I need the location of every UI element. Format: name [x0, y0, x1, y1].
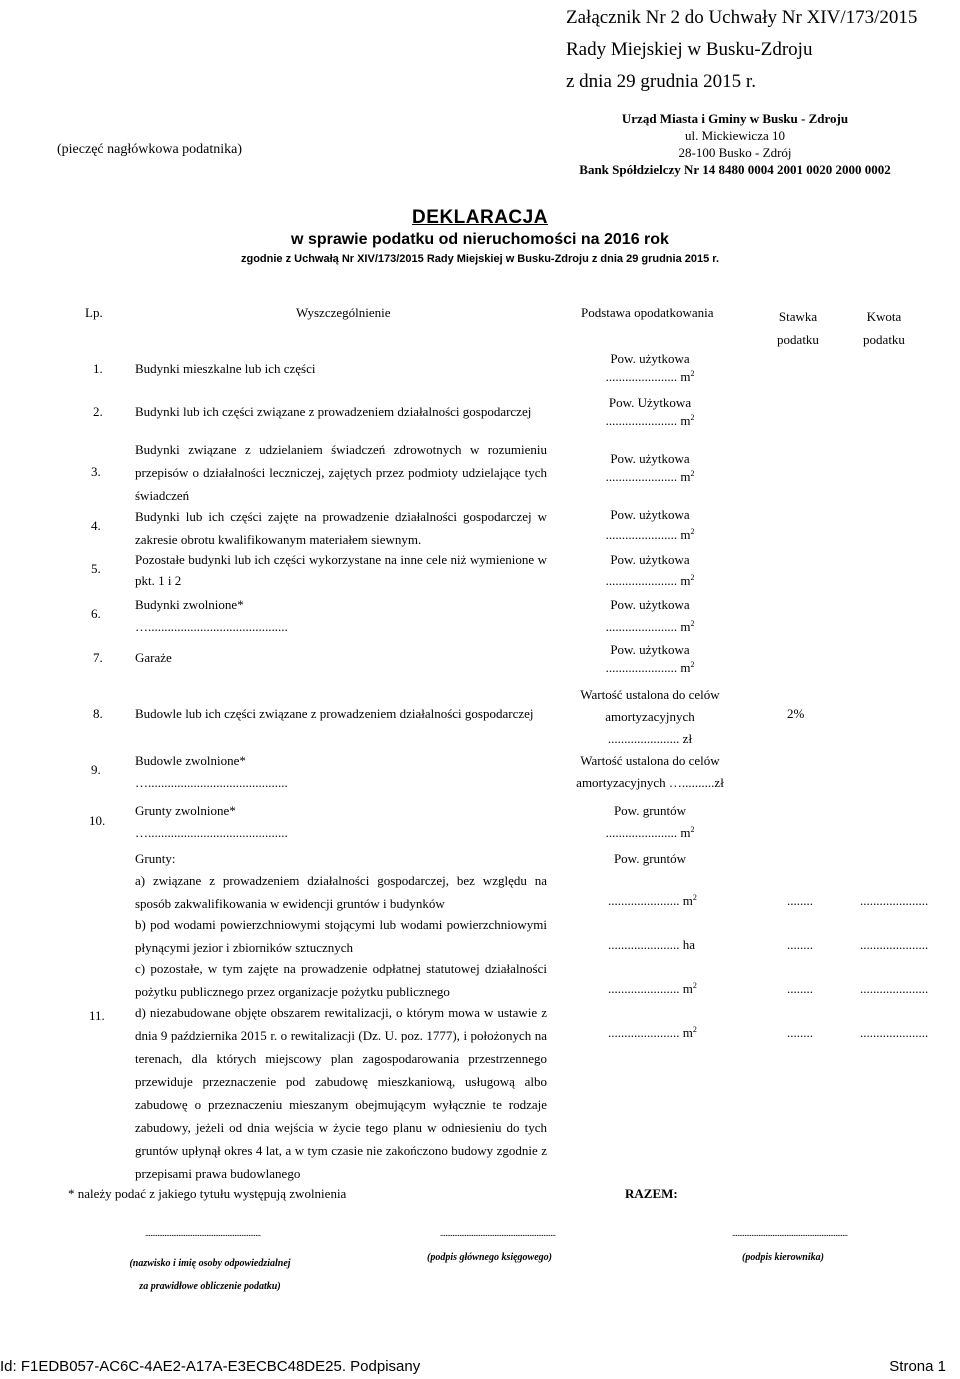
row-basis: [570, 350, 730, 386]
row-desc: [135, 594, 288, 638]
header-rate-l1: Stawka: [778, 309, 818, 324]
row-basis: [570, 549, 730, 591]
row-basis: [560, 684, 740, 750]
declaration-basis: zgodnie z Uchwałą Nr XIV/173/2015 Rady Miejskiej w Busku-Zdroju z dnia 29 grudnia 2015 r.: [240, 253, 720, 265]
basis-value: ...................... $m^2$: [605, 619, 695, 634]
basis-label: Pow. Użytkowa: [608, 395, 692, 410]
basis-value: ...................... $m^2$: [605, 369, 695, 384]
row-desc: Budynki mieszkalne lub ich części: [135, 361, 316, 376]
basis-label: Pow. gruntów: [613, 803, 687, 818]
row-lp: 4.: [91, 518, 101, 533]
row-basis: [570, 800, 730, 844]
basis-value: ...................... $m^2$: [605, 413, 695, 428]
signature-label-1-l1: (nazwisko i imię osoby odpowiedzialnej: [129, 1258, 291, 1269]
basis-value: ...................... $m^2$: [605, 573, 695, 588]
attachment-header: [566, 2, 946, 98]
land-a-rate: ........: [787, 893, 813, 908]
header-amount-l1: Kwota: [866, 309, 902, 324]
row-desc: Garaże: [135, 650, 172, 665]
header-rate: [768, 305, 828, 351]
footnote: * należy podać z jakiego tytułu występują zwolnienia: [68, 1186, 347, 1201]
desc-line: Grunty zwolnione*: [135, 803, 236, 818]
basis-label: Pow. użytkowa: [610, 351, 690, 366]
attachment-line-3: z dnia 29 grudnia 2015 r.: [566, 71, 756, 92]
land-b-basis: ...................... ha: [608, 937, 696, 952]
signature-line-3: ..................................................................: [732, 1228, 848, 1238]
header-amount: [844, 305, 924, 351]
row-lp: 10.: [89, 813, 106, 828]
land-c-amount: .....................: [860, 981, 929, 996]
row-desc-head: Grunty:: [135, 851, 176, 866]
row-lp: 6.: [91, 606, 101, 621]
desc-line: …...........................................: [135, 825, 288, 840]
declaration-title: DEKLARACJA: [412, 207, 548, 228]
land-d-amount: .....................: [860, 1025, 929, 1040]
declaration-subtitle: w sprawie podatku od nieruchomości na 2016 rok: [291, 231, 669, 248]
basis-label: Wartość ustalona do celów: [580, 753, 720, 768]
office-block: [535, 110, 935, 178]
basis-label: Pow. gruntów: [613, 851, 687, 866]
land-b-amount: .....................: [860, 937, 929, 952]
row-lp: 1.: [93, 361, 103, 376]
land-c-rate: ........: [787, 981, 813, 996]
land-item-a: a) związane z prowadzeniem działalności gospodarczej, bez względu na sposób zakwalifikowania w ewidencji gruntów i budynków: [135, 873, 547, 911]
row-basis: [560, 750, 740, 794]
row-basis: [570, 641, 730, 677]
rate-value: 2%: [787, 706, 805, 721]
row-desc: [135, 750, 288, 794]
row-lp: 5.: [91, 561, 101, 576]
office-street: ul. Mickiewicza 10: [685, 128, 785, 143]
land-a-basis: ...................... $m^2$: [608, 893, 697, 908]
attachment-line-2: Rady Miejskiej w Busku-Zdroju: [566, 39, 813, 60]
signature-line-1: ..................................................................: [145, 1228, 261, 1238]
total-label: RAZEM:: [625, 1186, 678, 1201]
signature-label-1-l2: za prawidłowe obliczenie podatku): [139, 1281, 281, 1292]
row-basis: [570, 594, 730, 638]
land-d-basis: ...................... $m^2$: [608, 1025, 697, 1040]
basis-label: Pow. użytkowa: [610, 507, 690, 522]
basis-label: Wartość ustalona do celów: [580, 687, 720, 702]
header-spec: Wyszczególnienie: [296, 305, 391, 320]
land-item-d: d) niezabudowane objęte obszarem rewitalizacji, o którym mowa w ustawie z dnia 9 października 2015 r. o rewitalizacji (Dz. U. poz. 1777), i położonych na terenach, dla których miejscowy plan zagospodarowania przestrzennego przewiduje przeznaczenie pod zabudowę mieszkaniową, usługową albo zabudowę o przeznaczeniu mieszanym obejmującym wyłącznie te rodzaje zabudowy, jeżeli od dnia wejścia w życie tego planu w odniesieniu do tych gruntów upłynął okres 4 lat, a w tym czasie nie zakończono budowy zgodnie z przepisami prawa budowlanego: [135, 1005, 547, 1181]
header-amount-l2: podatku: [863, 332, 905, 347]
row-desc: Budynki lub ich części zajęte na prowadzenie działalności gospodarczej w zakresie obrotu kwalifikowanym materiałem siewnym.: [135, 509, 547, 547]
basis-label: Pow. użytkowa: [610, 552, 690, 567]
land-d-rate: ........: [787, 1025, 813, 1040]
basis-value: ...................... zł: [607, 731, 693, 746]
header-rate-l2: podatku: [777, 332, 819, 347]
desc-line: Budynki zwolnione*: [135, 597, 244, 612]
basis-value: ...................... $m^2$: [605, 825, 695, 840]
footer-page-number: Strona 1: [889, 1358, 946, 1375]
row-desc: Pozostałe budynki lub ich części wykorzystane na inne cele niż wymienione w pkt. 1 i 2: [135, 552, 547, 588]
row-basis: [570, 394, 730, 430]
row-desc: [135, 800, 288, 844]
row-lp: 3.: [91, 464, 101, 479]
row-basis: [570, 450, 730, 486]
land-c-basis: ...................... $m^2$: [608, 981, 697, 996]
row-lp: 2.: [93, 404, 103, 419]
land-item-b: b) pod wodami powierzchniowymi stojącymi lub wodami powierzchniowymi płynącymi jezior i zbiorników sztucznych: [135, 917, 547, 955]
header-lp: Lp.: [85, 305, 103, 320]
basis-value: ...................... $m^2$: [605, 469, 695, 484]
desc-line: …...........................................: [135, 619, 288, 634]
row-lp: 7.: [93, 650, 103, 665]
declaration-title-block: [0, 207, 960, 265]
basis-value: ...................... $m^2$: [605, 527, 695, 542]
signature-label-1: [100, 1252, 320, 1298]
basis-label: Pow. użytkowa: [610, 642, 690, 657]
desc-line: Budowle zwolnione*: [135, 753, 246, 768]
basis-label: Pow. użytkowa: [610, 451, 690, 466]
signature-line-2: ..................................................................: [440, 1228, 556, 1238]
office-city: 28-100 Busko - Zdrój: [678, 145, 792, 160]
basis-label: amortyzacyjnych: [605, 709, 695, 724]
row-lp: 11.: [89, 1008, 105, 1023]
attachment-line-1: Załącznik Nr 2 do Uchwały Nr XIV/173/2015: [566, 7, 918, 28]
land-b-rate: ........: [787, 937, 813, 952]
row-desc: Budowle lub ich części związane z prowadzeniem działalności gospodarczej: [135, 706, 534, 721]
office-name: Urząd Miasta i Gminy w Busku - Zdroju: [621, 111, 849, 126]
desc-line: …...........................................: [135, 775, 288, 790]
stamp-label: (pieczęć nagłówkowa podatnika): [57, 142, 243, 157]
row-basis: [570, 505, 730, 545]
header-basis: Podstawa opodatkowania: [581, 305, 714, 320]
basis-label: Pow. użytkowa: [610, 597, 690, 612]
office-bank: Bank Spółdzielczy Nr 14 8480 0004 2001 0020 2000 0002: [579, 162, 891, 177]
land-item-c: c) pozostałe, w tym zajęte na prowadzenie odpłatnej statutowej działalności pożytku publicznego przez organizacje pożytku publicznego: [135, 961, 547, 999]
basis-value: amortyzacyjnych …..........zł: [576, 775, 724, 790]
row-lp: 9.: [91, 762, 101, 777]
land-a-amount: .....................: [860, 893, 929, 908]
signature-label-2: (podpis głównego księgowego): [427, 1252, 552, 1263]
basis-value: ...................... $m^2$: [605, 660, 695, 675]
row-desc: Budynki związane z udzielaniem świadczeń zdrowotnych w rozumieniu przepisów o działalności leczniczej, zajętych przez podmioty udzielające tych świadczeń: [135, 442, 547, 503]
row-desc: Budynki lub ich części związane z prowadzeniem działalności gospodarczej: [135, 404, 532, 419]
footer-document-id: Id: F1EDB057-AC6C-4AE2-A17A-E3ECBC48DE25. Podpisany: [0, 1358, 421, 1375]
row-lp: 8.: [93, 706, 103, 721]
signature-label-3: (podpis kierownika): [742, 1252, 824, 1263]
